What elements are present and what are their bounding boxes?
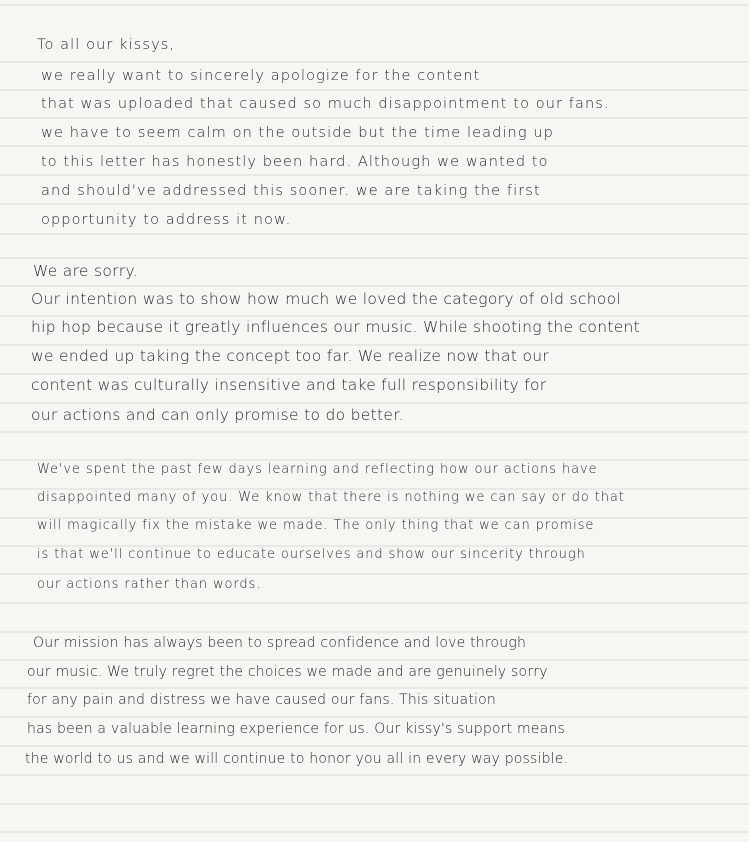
letter-line: Our intention was to show how much we loved the category of old school [31, 290, 622, 308]
letter-line: opportunity to address it now. [41, 212, 292, 228]
letter-line: the world to us and we will continue to honor you all in every way possible. [25, 751, 569, 767]
letter-line: has been a valuable learning experience for us. Our kissy's support means [27, 721, 565, 737]
letter-line: for any pain and distress we have caused our fans. This situation [27, 692, 496, 708]
letter-line: We've spent the past few days learning and reflecting how our actions have [37, 462, 598, 477]
letter-line: disappointed many of you. We know that there is nothing we can say or do that [37, 490, 625, 505]
letter-line: Our mission has always been to spread confidence and love through [33, 635, 527, 651]
letter-line: and should've addressed this sooner. we are taking the first [41, 183, 541, 199]
letter-line: is that we'll continue to educate ourselves and show our sincerity through [37, 547, 586, 562]
letter-line: our actions rather than words. [37, 577, 262, 592]
letter-line: to this letter has honestly been hard. Although we wanted to [41, 154, 549, 170]
letter-line: we really want to sincerely apologize for the content [41, 68, 481, 84]
letter-line: To all our kissys, [37, 37, 176, 53]
letter-line: our actions and can only promise to do better. [31, 406, 404, 424]
letter-line: hip hop because it greatly influences our music. While shooting the content [31, 318, 641, 336]
letter-line: our music. We truly regret the choices we made and are genuinely sorry [27, 664, 548, 680]
letter-line: We are sorry. [33, 262, 138, 280]
letter-line: we have to seem calm on the outside but the time leading up [41, 125, 554, 141]
letter-line: we ended up taking the concept too far. We realize now that our [31, 347, 550, 365]
letter-line: content was culturally insensitive and take full responsibility for [31, 376, 547, 394]
letter-line: that was uploaded that caused so much disappointment to our fans. [41, 96, 610, 112]
letter-line: will magically fix the mistake we made. The only thing that we can promise [37, 518, 595, 533]
